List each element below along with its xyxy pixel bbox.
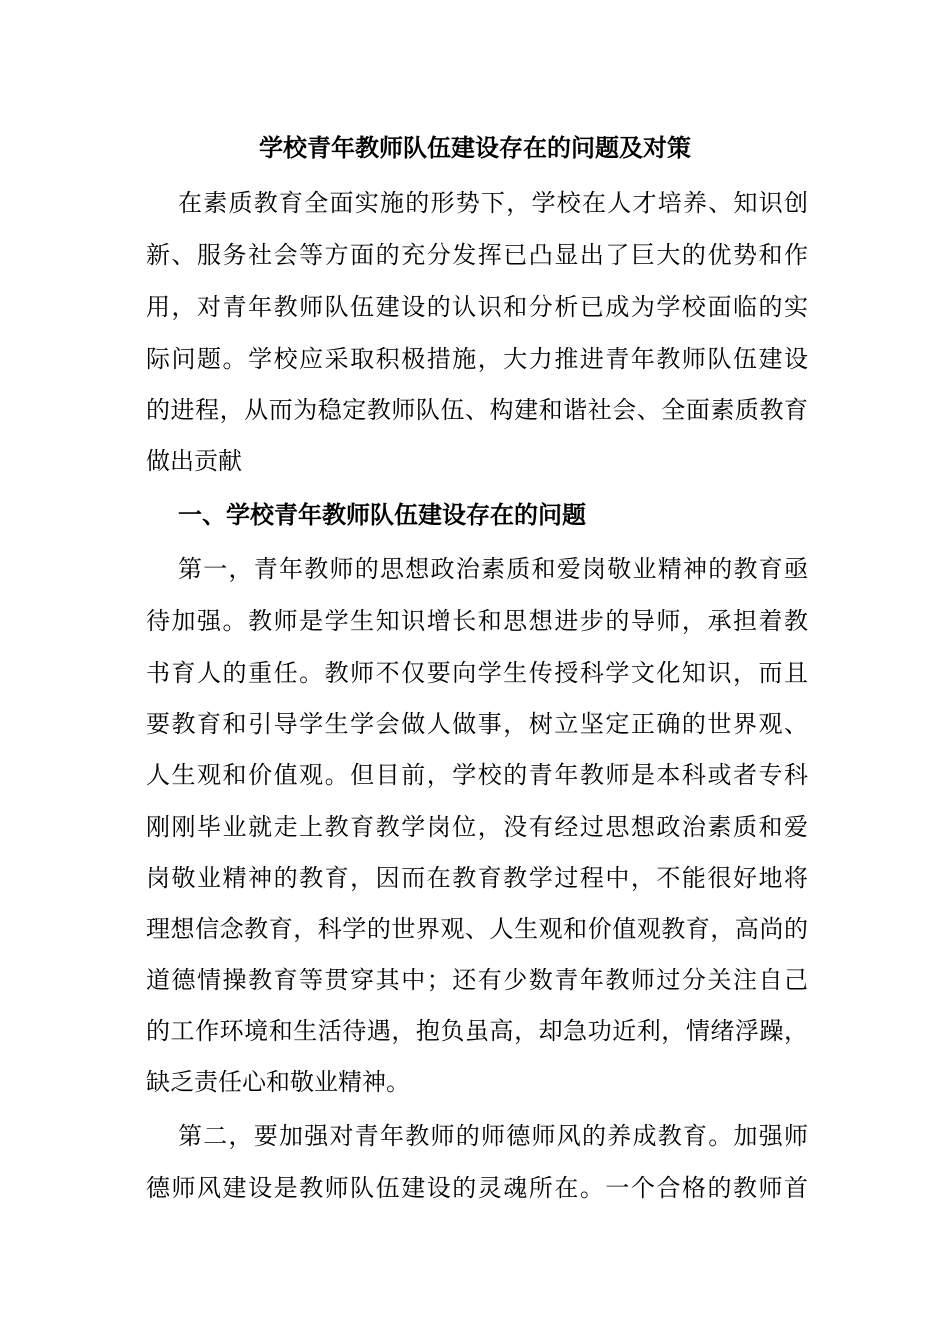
- intro-line: 际问题。学校应采取积极措施，大力推进青年教师队伍建设: [146, 345, 808, 373]
- paragraph-line: 缺乏责任心和敬业精神。: [146, 1068, 410, 1096]
- paragraph-line: 第二，要加强对青年教师的师德师风的养成教育。加强师: [178, 1122, 808, 1150]
- intro-line: 用，对青年教师队伍建设的认识和分析已成为学校面临的实: [146, 293, 808, 321]
- section-heading: 一、学校青年教师队伍建设存在的问题: [178, 500, 586, 529]
- intro-line: 新、服务社会等方面的充分发挥已凸显出了巨大的优势和作: [146, 241, 808, 269]
- intro-line: 做出贡献: [146, 447, 242, 475]
- paragraph-line: 岗敬业精神的教育，因而在教育教学过程中，不能很好地将: [146, 864, 808, 892]
- paragraph-line: 理想信念教育，科学的世界观、人生观和价值观教育，高尚的: [146, 915, 808, 943]
- paragraph-line: 待加强。教师是学生知识增长和思想进步的导师，承担着教: [146, 607, 808, 635]
- intro-line: 的进程，从而为稳定教师队伍、构建和谐社会、全面素质教育: [146, 396, 808, 424]
- paragraph-line: 道德情操教育等贯穿其中；还有少数青年教师过分关注自己: [146, 966, 808, 994]
- paragraph-line: 刚刚毕业就走上教育教学岗位，没有经过思想政治素质和爱: [146, 813, 808, 841]
- paragraph-line: 的工作环境和生活待遇，抱负虽高，却急功近利，情绪浮躁，: [146, 1017, 808, 1045]
- paragraph-line: 书育人的重任。教师不仅要向学生传授科学文化知识，而且: [146, 659, 808, 687]
- paragraph-line: 人生观和价值观。但目前，学校的青年教师是本科或者专科: [146, 761, 808, 789]
- intro-line: 在素质教育全面实施的形势下，学校在人才培养、知识创: [178, 189, 808, 217]
- paragraph-line: 第一，青年教师的思想政治素质和爱岗敬业精神的教育亟: [178, 555, 808, 583]
- paragraph-line: 要教育和引导学生学会做人做事，树立坚定正确的世界观、: [146, 710, 808, 738]
- document-title: 学校青年教师队伍建设存在的问题及对策: [259, 133, 691, 162]
- paragraph-line: 德师风建设是教师队伍建设的灵魂所在。一个合格的教师首: [146, 1174, 808, 1202]
